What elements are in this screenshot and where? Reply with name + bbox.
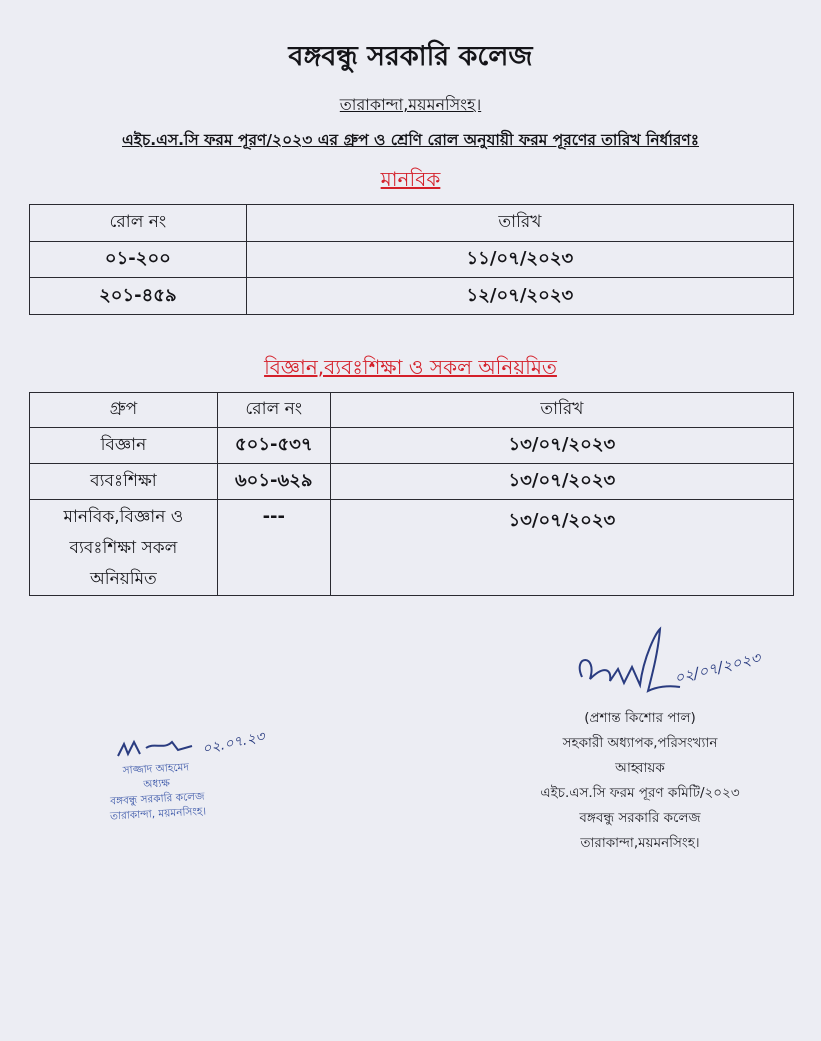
humanities-col-roll: রোল নং — [30, 205, 247, 242]
humanities-col-date: তারিখ — [246, 205, 793, 242]
roll-cell: ৫০১-৫৩৭ — [217, 428, 330, 464]
signatory-committee: এইচ.এস.সি ফরম পূরণ কমিটি/২০২৩ — [540, 785, 740, 801]
others-col-date: তারিখ — [330, 393, 793, 428]
stamp-name: সাজ্জাদ আহমেদ — [122, 761, 190, 777]
group-line: অনিয়মিত — [90, 569, 157, 589]
group-cell: বিজ্ঞান — [30, 428, 218, 464]
signature-right — [560, 625, 690, 705]
roll-cell: ২০১-৪৫৯ — [30, 278, 247, 315]
college-title: বঙ্গবন্ধু সরকারি কলেজ — [288, 41, 533, 72]
notice-heading — [0, 128, 821, 154]
others-col-roll: রোল নং — [217, 393, 330, 428]
table-row — [30, 464, 794, 500]
others-header-row — [30, 393, 794, 428]
signature-right-date: ০২/০৭/২০২৩ — [672, 648, 763, 688]
date-cell: ১৩/০৭/২০২৩ — [330, 500, 793, 596]
group-cell — [30, 500, 218, 596]
signatory-right-block — [470, 706, 810, 856]
date-cell: ১২/০৭/২০২৩ — [246, 278, 793, 315]
notice-heading-text: এইচ.এস.সি ফরম পূরণ/২০২৩ এর গ্রুপ ও শ্রেণি রোল অনুযায়ী ফরম পূরণের তারিখ নির্ধারণঃ — [122, 131, 699, 149]
table-row — [30, 242, 794, 278]
table-row — [30, 278, 794, 315]
signatory-name: (প্রশান্ত কিশোর পাল) — [584, 710, 696, 726]
roll-cell: ৬০১-৬২৯ — [217, 464, 330, 500]
table-row — [30, 500, 794, 596]
humanities-heading — [0, 165, 821, 198]
others-table — [29, 392, 794, 596]
stamp-role: অধ্যক্ষ — [143, 777, 171, 791]
roll-cell: ০১-২০০ — [30, 242, 247, 278]
college-location — [0, 92, 821, 119]
table-row — [30, 428, 794, 464]
others-col-group: গ্রুপ — [30, 393, 218, 428]
group-cell: ব্যবঃশিক্ষা — [30, 464, 218, 500]
date-cell: ১৩/০৭/২০২৩ — [330, 428, 793, 464]
humanities-heading-text: মানবিক — [380, 167, 441, 191]
signatory-role: আহ্বায়ক — [615, 760, 665, 776]
signatory-designation: সহকারী অধ্যাপক,পরিসংখ্যান — [562, 735, 718, 751]
signatory-location: তারাকান্দা,ময়মনসিংহ। — [580, 835, 700, 851]
humanities-table — [29, 204, 794, 315]
stamp-location: তারাকান্দা, ময়মনসিংহ। — [109, 805, 207, 823]
stamp-college: বঙ্গবন্ধু সরকারি কলেজ — [109, 790, 205, 808]
date-cell: ১৩/০৭/২০২৩ — [330, 464, 793, 500]
humanities-header-row — [30, 205, 794, 242]
signature-left-date: ০২.০৭.২৩ — [200, 728, 267, 758]
others-heading-text: বিজ্ঞান,ব্যবঃশিক্ষা ও সকল অনিয়মিত — [264, 355, 557, 379]
signatory-college: বঙ্গবন্ধু সরকারি কলেজ — [579, 810, 701, 826]
date-cell: ১১/০৭/২০২৩ — [246, 242, 793, 278]
college-location-text: তারাকান্দা,ময়মনসিংহ। — [339, 95, 482, 114]
group-line: মানবিক,বিজ্ঞান ও — [63, 507, 184, 527]
roll-cell: --- — [217, 500, 330, 596]
others-heading — [0, 353, 821, 386]
signature-left — [114, 728, 204, 764]
group-line: ব্যবঃশিক্ষা সকল — [69, 538, 178, 558]
principal-stamp — [81, 758, 234, 826]
